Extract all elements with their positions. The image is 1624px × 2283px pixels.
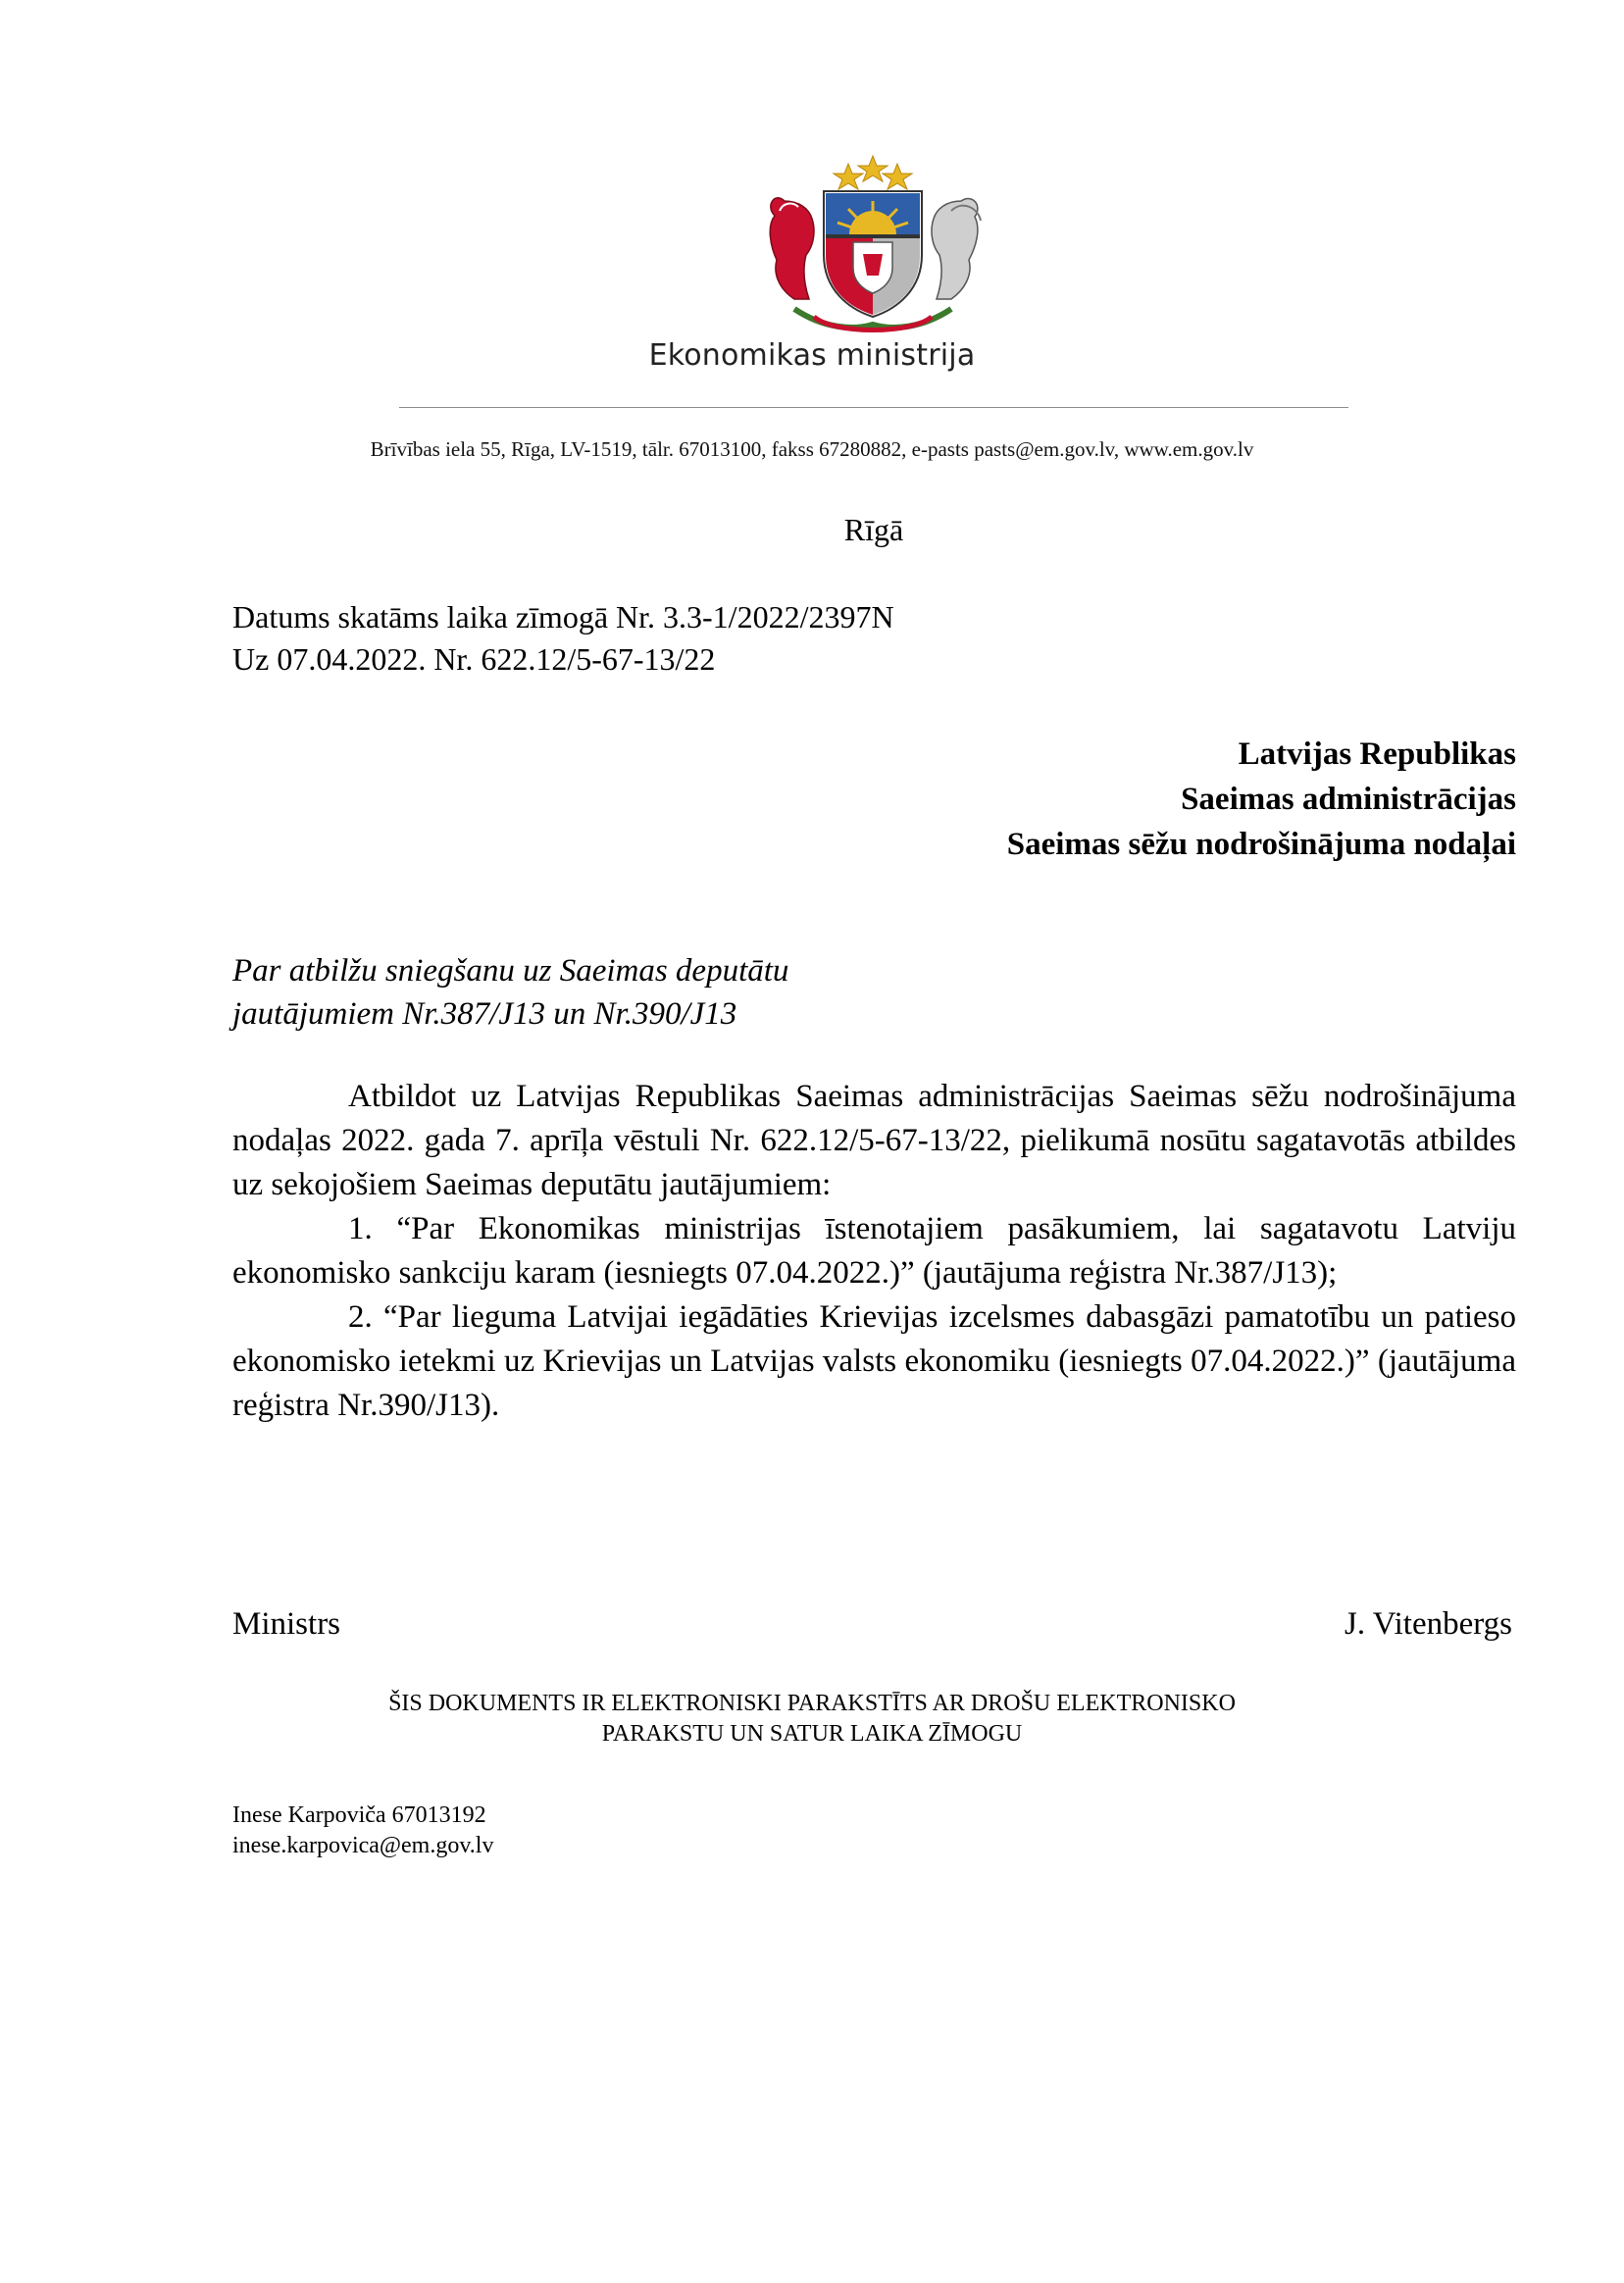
esign-line: PARAKSTU UN SATUR LAIKA ZĪMOGU <box>601 1721 1023 1747</box>
question-item: 1. “Par Ekonomikas ministrijas īstenotajiem pasākumiem, lai sagatavotu Latviju ekonomisko sankciju karam (iesniegts 07.04.2022.)” (jautājuma reģistra Nr.387/J13); <box>232 1211 1516 1291</box>
subject-line: jautājumiem Nr.387/J13 un Nr.390/J13 <box>232 996 737 1032</box>
question-item: 2. “Par lieguma Latvijai iegādāties Krievijas izcelsmes dabasgāzi pamatotību un patieso ekonomisko ietekmi uz Krievijas un Latvijas valsts ekonomiku (iesniegts 07.04.2022.)” (jautājuma reģistra Nr.390/J13). <box>232 1299 1516 1423</box>
reply-to-reference: Uz 07.04.2022. Nr. 622.12/5-67-13/22 <box>232 641 716 677</box>
reference-number: Datums skatāms laika zīmogā Nr. 3.3-1/2022/2397N <box>232 599 894 634</box>
contact-email: inese.karpovica@em.gov.lv <box>232 1833 494 1858</box>
contact-name-phone: Inese Karpoviča 67013192 <box>232 1802 486 1828</box>
esign-line: ŠIS DOKUMENTS IR ELEKTRONISKI PARAKSTĪTS AR DROŠU ELEKTRONISKO <box>388 1691 1236 1716</box>
coat-of-arms-icon <box>755 152 990 338</box>
signatory-title: Ministrs <box>232 1606 341 1642</box>
place-of-issue: Rīgā <box>843 512 904 547</box>
document-reference <box>232 596 894 681</box>
recipient-line: Saeimas sēžu nodrošinājuma nodaļai <box>1006 827 1516 862</box>
body-paragraph: Atbildot uz Latvijas Republikas Saeimas administrācijas Saeimas sēžu nodrošinājuma nodaļas 2022. gada 7. aprīļa vēstuli Nr. 622.12/5-67-13/22, pielikumā nosūtu sagatavotās atbildes uz sekojošiem Saeimas deputātu jautājumiem: <box>232 1079 1516 1202</box>
recipient-line: Latvijas Republikas <box>1238 736 1516 772</box>
subject-line: Par atbilžu sniegšanu uz Saeimas deputātu <box>232 953 789 989</box>
ministry-name: Ekonomikas ministrija <box>648 338 976 373</box>
header-divider <box>399 407 1348 408</box>
contact-info <box>232 1801 493 1861</box>
signatory-name: J. Vitenbergs <box>1345 1606 1512 1642</box>
electronic-signature-notice <box>0 1689 1624 1750</box>
ministry-address: Brīvības iela 55, Rīga, LV-1519, tālr. 67013100, fakss 67280882, e-pasts pasts@em.gov.lv, www.em.gov.lv <box>370 437 1254 461</box>
letter-body <box>232 1075 1516 1428</box>
recipient-block <box>1007 732 1516 867</box>
letter-subject <box>232 949 788 1036</box>
recipient-line: Saeimas administrācijas <box>1181 782 1516 817</box>
